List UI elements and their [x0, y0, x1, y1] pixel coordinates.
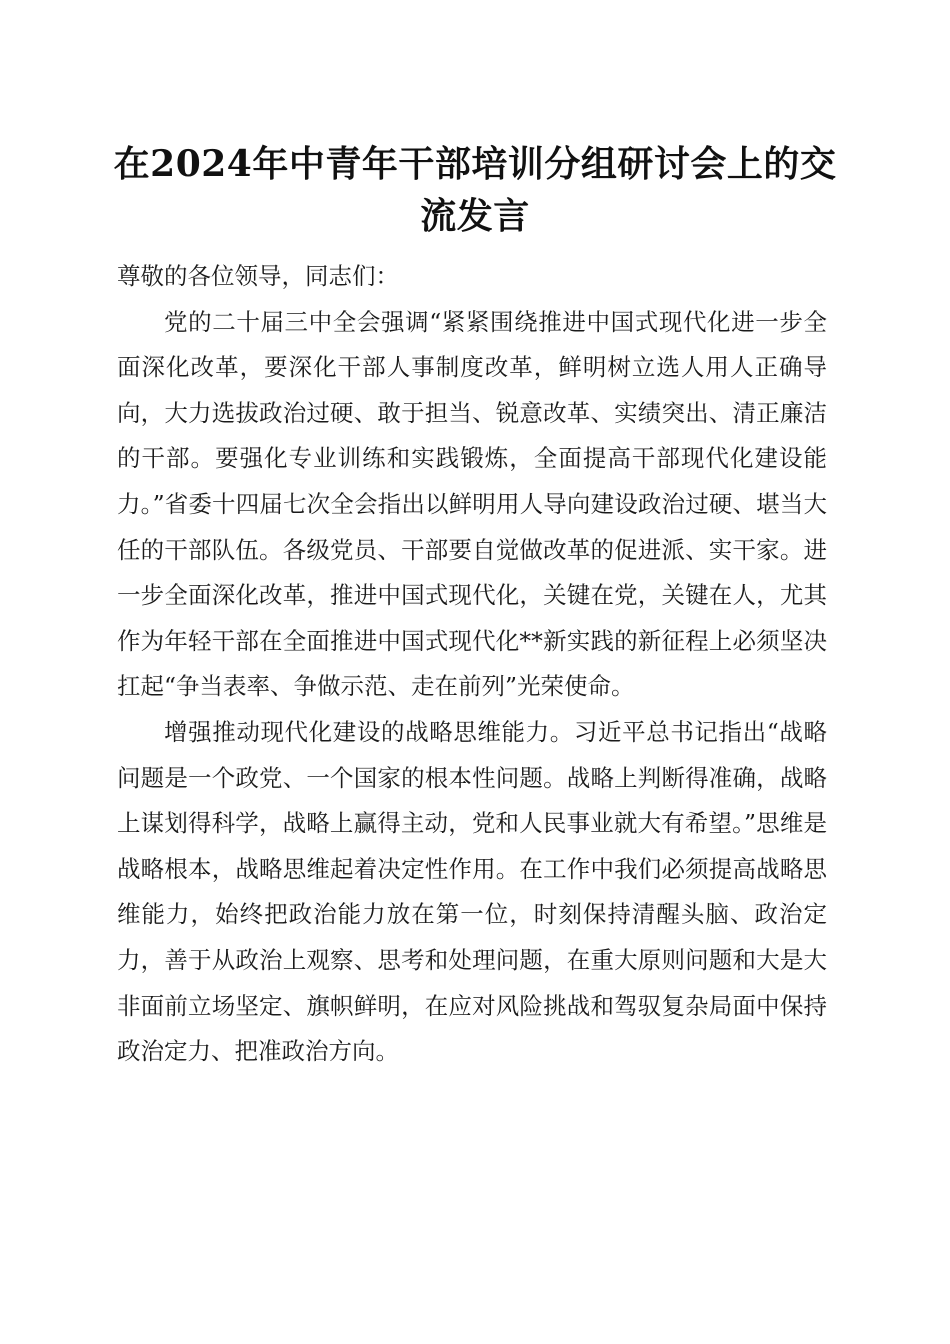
document-body	[117, 254, 827, 1075]
document-title: 在2024年中青年干部培训分组研讨会上的交流发言	[113, 143, 837, 237]
paragraph: 增强推动现代化建设的战略思维能力。习近平总书记指出“战略问题是一个政党、一个国家的根本性问题。战略上判断得准确，战略上谋划得科学，战略上赢得主动，党和人民事业就大有希望。”思维是战略根本，战略思维起着决定性作用。在工作中我们必须提高战略思维能力，始终把政治能力放在第一位，时刻保持清醒头脑、政治定力，善于从政治上观察、思考和处理问题，在重大原则问题和大是大非面前立场坚定、旗帜鲜明，在应对风险挑战和驾驭复杂局面中保持政治定力、把准政治方向。	[117, 717, 827, 1066]
paragraph: 党的二十届三中全会强调“紧紧围绕推进中国式现代化进一步全面深化改革，要深化干部人事制度改革，鲜明树立选人用人正确导向，大力选拔政治过硬、敢于担当、锐意改革、实绩突出、清正廉洁的干部。要强化专业训练和实践锻炼，全面提高干部现代化建设能力。”省委十四届七次全会指出以鲜明用人导向建设政治过硬、堪当大任的干部队伍。各级党员、干部要自觉做改革的促进派、实干家。进一步全面深化改革，推进中国式现代化，关键在党，关键在人，尤其作为年轻干部在全面推进中国式现代化**新实践的新征程上必须坚决扛起“争当表率、争做示范、走在前列”光荣使命。	[117, 307, 827, 701]
salutation: 尊敬的各位领导，同志们：	[117, 262, 399, 290]
